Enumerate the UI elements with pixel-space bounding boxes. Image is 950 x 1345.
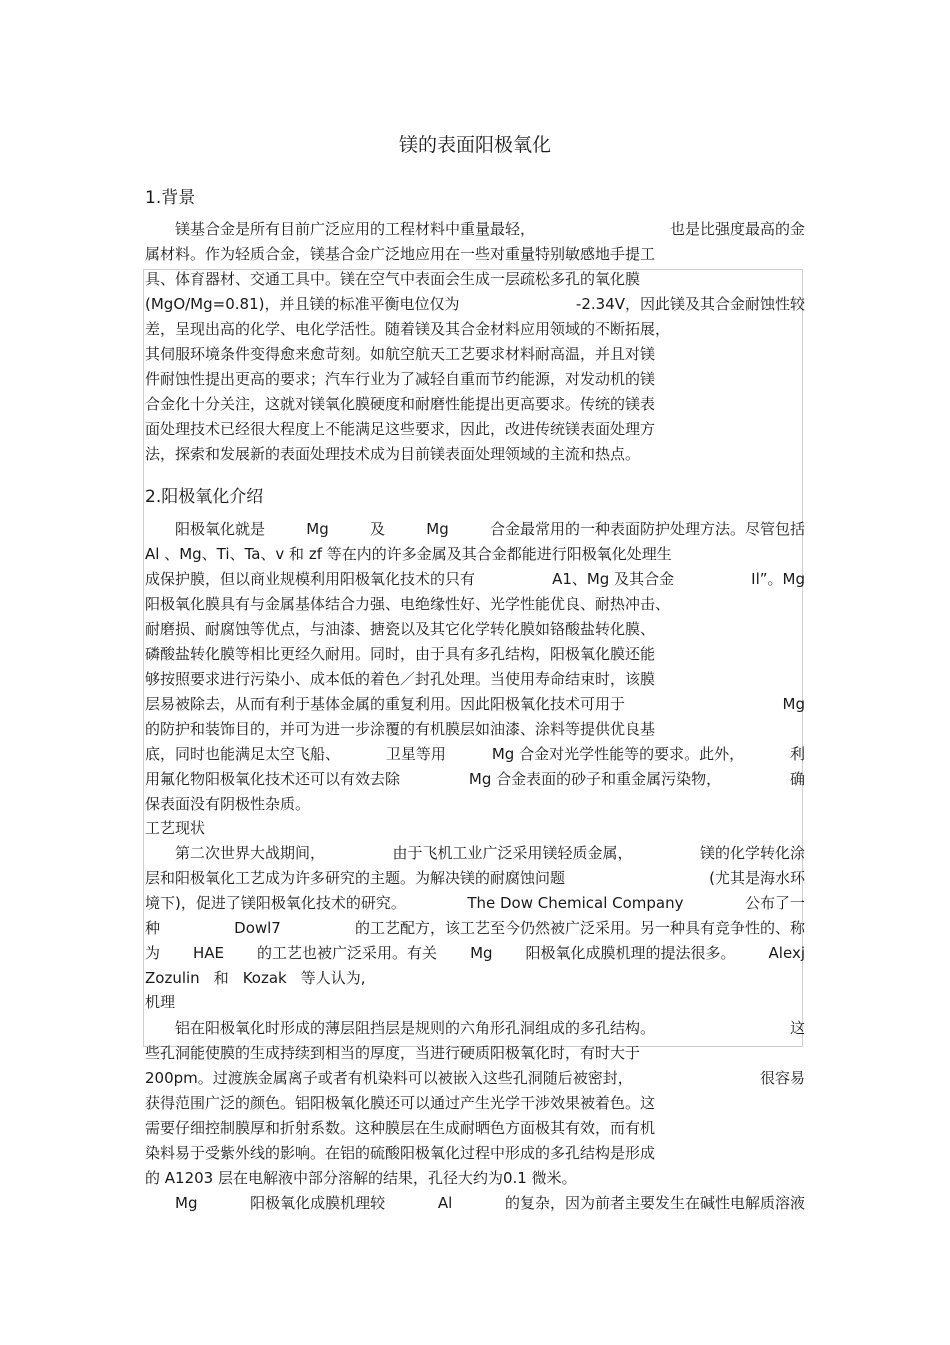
text-run: The Dow Chemical Company	[467, 894, 684, 912]
text-run: 0.1 微米。	[502, 1169, 577, 1187]
text-run: Mg	[426, 520, 449, 538]
text-run: Al 、Mg、Ti、Ta、v 和 zf 等在内的许多金属及其合金都能进行阳极氧化处理生	[145, 545, 672, 563]
text-run: Mg	[782, 695, 805, 713]
text-run: 面处理技术已经很大程度上不能满足这些要求，因此，改进传统镁表面处理方	[145, 420, 656, 438]
s3-paragraph-line	[145, 868, 805, 888]
text-run: 底，同时也能满足太空飞船、	[145, 745, 341, 763]
s2-paragraph-line	[145, 794, 805, 814]
text-run: 和	[213, 969, 229, 987]
text-run: 层易被除去，从而有利于基体金属的重复利用。因此阳极氧化技术可用于	[145, 695, 626, 713]
text-run: 染料易于受紫外线的影响。在铝的硫酸阳极氧化过程中形成的多孔结构是形成	[145, 1144, 656, 1162]
s1-paragraph-line	[145, 294, 805, 314]
text-run: 铝在阳极氧化时形成的薄层阻挡层是规则的六角形孔洞组成的多孔结构。	[175, 1019, 656, 1037]
s4-paragraph-line	[145, 1043, 805, 1063]
text-run: Kozak	[242, 969, 287, 987]
s2-paragraph-line	[145, 619, 805, 639]
text-run: 的复杂，因为前者主要发生在碱性电解质溶液	[504, 1194, 805, 1212]
text-run: 属材料。作为轻质合金，镁基合金广泛地应用在一些对重量特别敏感地手提工	[145, 245, 656, 263]
text-run: 的 A1203 层在电解液中部分溶解的结果，孔径大约为	[145, 1169, 503, 1187]
s4-paragraph-line	[175, 1193, 805, 1213]
text-run: 成保护膜，但以商业规模利用阳极氧化技术的只有	[145, 570, 476, 588]
text-run: 差，呈现出高的化学、电化学活性。随着镁及其合金材料应用领域的不断拓展，	[145, 320, 671, 338]
text-run: 镁的化学转化涂	[699, 844, 805, 862]
text-run: 由于飞机工业广泛采用镁轻质金属，	[392, 844, 633, 862]
text-run: Mg 合金对光学性能等的要求。此外，	[491, 745, 745, 763]
s3-paragraph-line	[145, 943, 805, 963]
text-run: Zozulin	[145, 969, 200, 987]
s4-paragraph-line	[145, 1143, 805, 1163]
s1-paragraph-line	[145, 419, 805, 439]
s2-paragraph-line	[175, 519, 805, 539]
s2-paragraph-line	[145, 594, 805, 614]
text-run: 合金最常用的一种表面防护处理方法。尽管包括	[489, 520, 805, 538]
text-run: 种	[145, 919, 161, 937]
s1-paragraph-line	[145, 344, 805, 364]
s2-paragraph-line	[145, 769, 805, 789]
text-run: 件耐蚀性提出更高的要求；汽车行业为了减轻自重而节约能源，对发动机的镁	[145, 370, 656, 388]
section-heading-background: 1.背景	[145, 188, 196, 208]
text-run: 的工艺配方，该工艺至今仍然被广泛采用。另一种具有竞争性的、称	[354, 919, 805, 937]
s4-paragraph-line	[145, 1118, 805, 1138]
text-run: 些孔洞能使膜的生成持续到相当的厚度，当进行硬质阳极氧化时，有时大于	[145, 1044, 641, 1062]
s2-paragraph-line	[145, 719, 805, 739]
text-run: 具、体育器材、交通工具中。镁在空气中表面会生成一层疏松多孔的氧化膜	[145, 270, 641, 288]
text-run: 卫星等用	[385, 745, 446, 763]
text-run: 很容易	[759, 1069, 805, 1087]
text-run: 层和阳极氧化工艺成为许多研究的主题。为解决镁的耐腐蚀问题	[145, 869, 566, 887]
text-run: 镁基合金是所有目前广泛应用的工程材料中重量最轻，	[175, 220, 536, 238]
text-run: 利	[789, 745, 805, 763]
s2-paragraph-line	[145, 744, 805, 764]
text-run: Mg	[470, 944, 493, 962]
s3-paragraph-line	[175, 843, 805, 863]
section-heading-process-status: 工艺现状	[145, 819, 206, 837]
text-run: 阳极氧化膜具有与金属基体结合力强、电绝缘性好、光学性能优良、耐热冲击、	[145, 595, 671, 613]
s1-paragraph-line	[145, 369, 805, 389]
text-run: Al	[437, 1194, 453, 1212]
text-run: Mg 合金表面的砂子和重金属污染物，	[468, 770, 722, 788]
text-run: 耐磨损、耐腐蚀等优点，与油漆、搪瓷以及其它化学转化膜如铬酸盐转化膜、	[145, 620, 656, 638]
s4-paragraph-line	[145, 1068, 805, 1088]
s1-paragraph-line	[145, 394, 805, 414]
s2-paragraph-line	[145, 644, 805, 664]
document-title: 镁的表面阳极氧化	[398, 134, 551, 156]
text-run: 合金化十分关注，这就对镁氧化膜硬度和耐磨性能提出更高要求。传统的镁表	[145, 395, 656, 413]
text-run: 够按照要求进行污染小、成本低的着色／封孔处理。当使用寿命结束时，该膜	[145, 670, 656, 688]
section-heading-mechanism: 机理	[145, 993, 176, 1011]
text-run: 为	[145, 944, 161, 962]
s3-paragraph-line	[145, 918, 805, 938]
text-run: 需要仔细控制膜厚和折射系数。这种膜层在生成耐晒色方面极其有效，而有机	[145, 1119, 656, 1137]
s4-paragraph-line	[175, 1018, 805, 1038]
s1-paragraph-line	[175, 219, 805, 239]
s4-paragraph-line	[145, 1168, 675, 1188]
s2-paragraph-line	[145, 694, 805, 714]
text-run: (尤其是海水环	[709, 869, 805, 887]
section-heading-anodizing-intro: 2.阳极氧化介绍	[145, 487, 264, 507]
text-run: 等人认为,	[300, 969, 366, 987]
text-run: 境下)，促进了镁阳极氧化技术的研究。	[145, 894, 406, 912]
text-run: 磷酸盐转化膜等相比更经久耐用。同时，由于具有多孔结构，阳极氧化膜还能	[145, 645, 656, 663]
text-run: 阳极氧化成膜机理的提法很多。	[525, 944, 736, 962]
text-run: Il”。Mg	[751, 570, 805, 588]
text-run: (MgO/Mg=0.81)，并且镁的标准平衡电位仅为	[145, 295, 460, 313]
text-run: 确	[789, 770, 805, 788]
text-run: Mg	[175, 1194, 198, 1212]
text-run: 公布了一	[744, 894, 805, 912]
s2-paragraph-line	[145, 669, 805, 689]
s1-paragraph-line	[145, 444, 805, 464]
s3-paragraph-line	[145, 893, 805, 913]
text-run: 这	[789, 1019, 805, 1037]
text-run: Mg	[306, 520, 329, 538]
s2-paragraph-line	[145, 569, 805, 589]
text-run: 阳极氧化就是	[175, 520, 266, 538]
text-run: 用氟化物阳极氧化技术还可以有效去除	[145, 770, 401, 788]
text-run: 保表面没有阴极性杂质。	[145, 795, 311, 813]
text-run: 其伺服环境条件变得愈来愈苛刻。如航空航天工艺要求材料耐高温，并且对镁	[145, 345, 656, 363]
s3-paragraph-line	[145, 968, 805, 988]
s4-paragraph-line	[145, 1093, 805, 1113]
text-run: 的防护和装饰目的，并可为进一步涂覆的有机膜层如油漆、涂料等提供优良基	[145, 720, 656, 738]
text-run: 获得范围广泛的颜色。铝阳极氧化膜还可以通过产生光学干涉效果被着色。这	[145, 1094, 656, 1112]
text-run: 阳极氧化成膜机理较	[250, 1194, 386, 1212]
text-run: A1、Mg 及其合金	[552, 570, 675, 588]
text-run: Dowl7	[234, 919, 281, 937]
text-run: 及	[369, 520, 385, 538]
s1-paragraph-line	[145, 319, 805, 339]
text-run: 法，探索和发展新的表面处理技术成为目前镁表面处理领域的主流和热点。	[145, 445, 641, 463]
text-run: 的工艺也被广泛采用。有关	[257, 944, 438, 962]
s1-paragraph-line	[145, 244, 805, 264]
text-run: 也是比强度最高的金	[669, 220, 805, 238]
s2-paragraph-line	[145, 544, 805, 564]
s1-paragraph-line	[145, 269, 805, 289]
text-run: Alexj	[768, 944, 805, 962]
text-run: HAE	[193, 944, 225, 962]
text-run: 200pm。过渡族金属离子或者有机染料可以被嵌入这些孔洞随后被密封，	[145, 1069, 633, 1087]
text-run: -2.34V，因此镁及其合金耐蚀性较	[575, 295, 805, 313]
text-run: 第二次世界大战期间，	[175, 844, 326, 862]
